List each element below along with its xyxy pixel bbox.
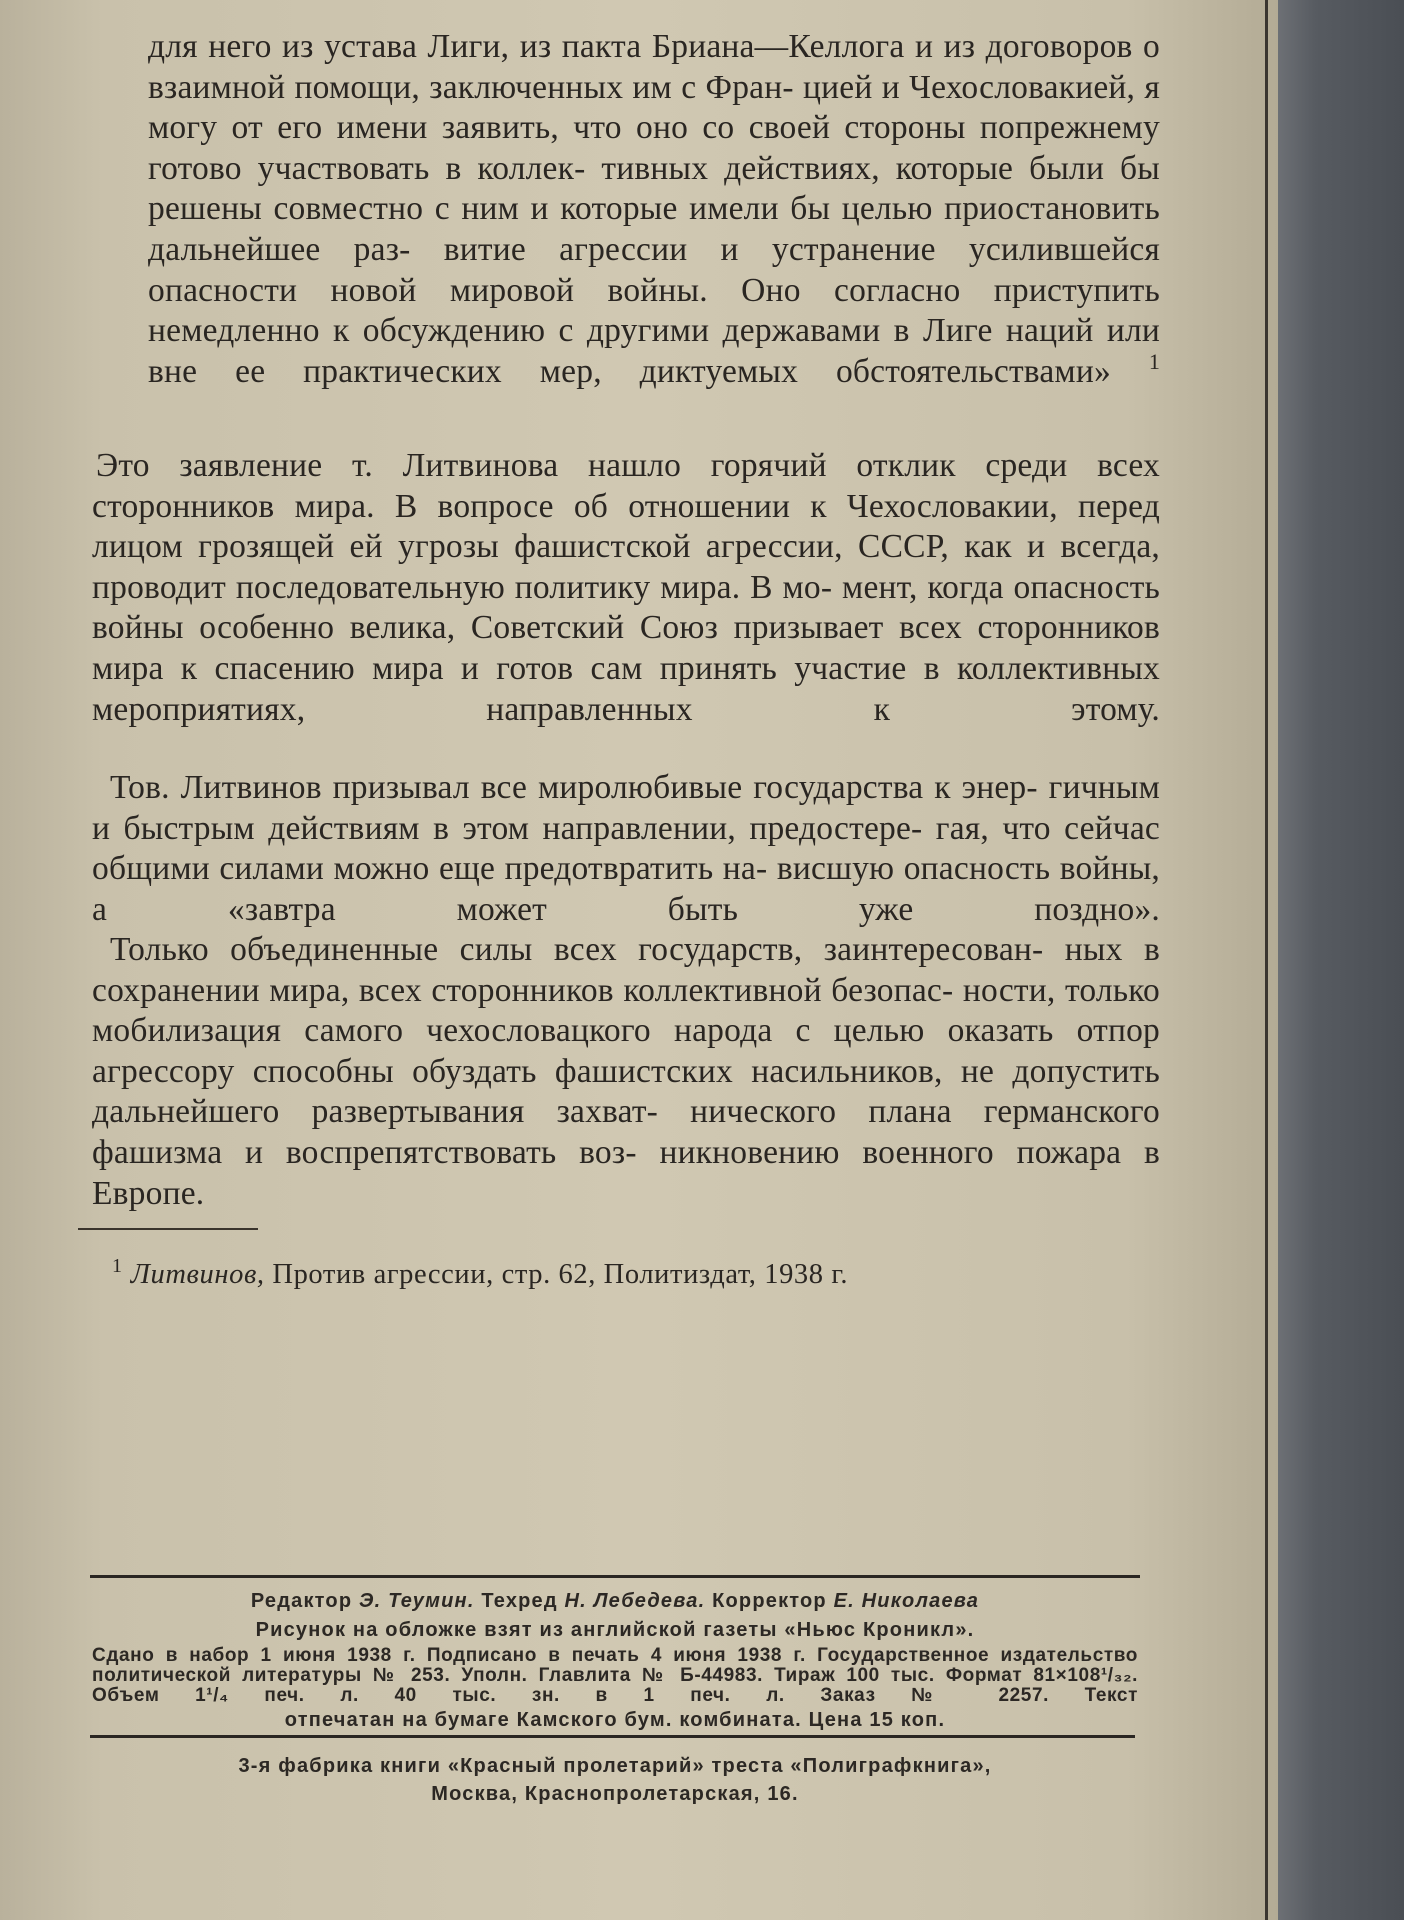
footnote-author: Литвинов,: [130, 1259, 265, 1290]
footnote-number: 1: [112, 1255, 123, 1277]
page-edge-shadow: [1265, 0, 1268, 1920]
imprint-credits: Редактор Э. Теумин. Техред Н. Лебедева. Корректор Е. Николаева: [250, 1590, 980, 1612]
quote-paragraph: для него из устава Лиги, из пакта Бриана—Келлога и из договоров о взаимной помощи, заключенных им с Фран- цией и Чехословакией, я могу от его имени заявить, что оно со своей стороны попрежнему готово участвовать в коллек- тивных действиях, которые были бы решены совместно с ним и которые имели бы целью приостановить дальнейшее раз- витие агрессии и устранение усилившейся опасности новой мировой войны. Оно согласно приступить немедленно к обсуждению с другими державами в Лиге наций или вне ее практических мер, диктуемых обстоятельствами» $^1$: [148, 28, 1161, 390]
footnote-text: Против агрессии, стр. 62, Политиздат, 1938 г.: [264, 1259, 849, 1290]
imprint-details-last: отпечатан на бумаге Камского бум. комбината. Цена 15 коп.: [284, 1709, 946, 1731]
imprint-bottom-rule: [90, 1735, 1135, 1738]
imprint-details: Сдано в набор 1 июня 1938 г. Подписано в печать 4 июня 1938 г. Государственное издательство политической литературы № 253. Уполн. Главлита № Б-44983. Тираж 100 тыс. Формат 81×108¹/₃₂. Объем 1¹/₄ печ. л. 40 тыс. зн. в 1 печ. л. Заказ № 2257. Текст: [92, 1645, 1138, 1706]
footnote-divider: [78, 1228, 258, 1230]
paragraph-1: Это заявление т. Литвинова нашло горячий отклик среди всех сторонников мира. В вопросе об отношении к Чехословакии, перед лицом грозящей ей угрозы фашистской агрессии, СССР, как и всегда, проводит последовательную политику мира. В мо- мент, когда опасность войны особенно велика, Советский Союз призывает всех сторонников мира к спасению мира и готов сам принять участие в коллективных мероприятиях, направленных к этому.: [92, 447, 1161, 728]
imprint-top-rule: [90, 1575, 1140, 1578]
footnote-reference: 1: [1148, 348, 1161, 374]
imprint-printer: 3-я фабрика книги «Красный пролетарий» треста «Полиграфкнига», Москва, Краснопролетарская, 16.: [238, 1755, 992, 1805]
imprint-cover-note: Рисунок на обложке взят из английской газеты «Ньюс Кроникл».: [255, 1619, 975, 1641]
paragraph-3: Только объединенные силы всех государств, заинтересован- ных в сохранении мира, всех сторонников коллективной безопас- ности, только мобилизация самого чехословацкого народа с целью оказать отпор агрессору способны обуздать фашистских насильников, не допустить дальнейшего развертывания захват- нического плана германского фашизма и воспрепятствовать воз- никновению военного пожара в Европе.: [92, 931, 1161, 1212]
footnote: [112, 1248, 1162, 1293]
paragraph-2: Тов. Литвинов призывал все миролюбивые государства к энер- гичным и быстрым действиям в этом направлении, предостере- гая, что сейчас общими силами можно еще предотвратить на- висшую опасность войны, а «завтра может быть уже поздно».: [92, 769, 1161, 928]
book-cover-edge: [1278, 0, 1404, 1920]
